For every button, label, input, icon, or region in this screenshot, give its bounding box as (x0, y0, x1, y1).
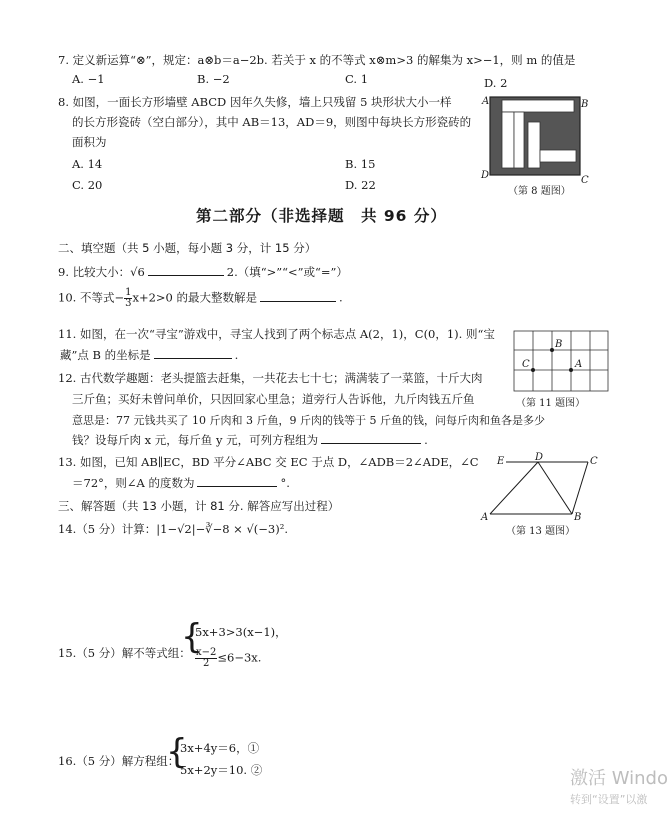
section-solve-heading: 三、解答题（共 13 小题，计 81 分. 解答应写出过程） (58, 499, 340, 513)
q11-line-2 (60, 347, 238, 363)
q8-option-c: C. 20 (72, 178, 103, 192)
q12-line-2: 三斤鱼；买好未曾问单价，只因回家心里急；道旁行人告诉他，九斤肉钱五斤鱼 (72, 392, 475, 406)
q13-answer-blank[interactable] (197, 475, 277, 487)
part2-title: 第二部分（非选择题 共 96 分） (196, 207, 447, 225)
q9-line (58, 264, 348, 280)
q8-label-a: A (482, 96, 490, 107)
q7-stem: 7. 定义新运算“⊗”，规定：a⊗b＝a−2b. 若关于 x 的不等式 x⊗m>3 的解集为 x>−1，则 m 的值是 (58, 53, 576, 67)
activation-watermark-title: 激活 Windo (570, 768, 668, 789)
q8-label-d: D (481, 170, 490, 181)
q8-label-c: C (581, 175, 589, 184)
q10-frac-den: 3 (125, 298, 132, 309)
activation-watermark-subtitle: 转到“设置”以激 (570, 793, 648, 806)
q13-label-a: A (481, 512, 489, 522)
q11-grid-figure (513, 330, 609, 392)
q13-line-2 (72, 475, 290, 491)
q11-line-2-end: . (234, 348, 239, 362)
q13-line-1: 13. 如图，已知 AB∥EC，BD 平分∠ABC 交 EC 于点 D，∠ADB＝2∠ADE，∠C (58, 455, 479, 469)
q11-line-1: 11. 如图，在一次“寻宝”游戏中，寻宝人找到了两个标志点 A(2，1)，C(0，1). 则“宝 (58, 327, 495, 341)
q13-label-b: B (574, 512, 582, 522)
q8-label-b: B (581, 99, 589, 110)
q8-option-a: A. 14 (72, 157, 103, 171)
q11-answer-blank[interactable] (154, 347, 232, 359)
q10-mid: x+2>0 的最大整数解是 (132, 290, 258, 305)
q12-line-3: 意思是：77 元钱共买了 10 斤肉和 3 斤鱼，9 斤肉的钱等于 5 斤鱼的钱，问每斤肉和鱼各是多少 (72, 414, 545, 427)
q13-caption: （第 13 题图） (506, 526, 576, 537)
q8-line-2: 的长方形瓷砖（空白部分），其中 AB＝13，AD＝9，则图中每块长方形瓷砖的 (72, 115, 472, 129)
q13-figure (480, 450, 600, 522)
q10-prefix: 10. 不等式− (58, 290, 125, 305)
q11-label-a: A (575, 359, 583, 370)
q13-label-d: D (535, 452, 544, 463)
q10-line (58, 288, 343, 309)
q9-suffix: 2.（填“>”“<”或“=”） (226, 265, 348, 279)
q15-ineq-2-rest: ≤6−3x. (217, 650, 262, 665)
q12-line-4 (72, 432, 428, 448)
q9-prefix: 9. 比较大小：√6 (58, 265, 145, 279)
q8-caption: （第 8 题图） (508, 186, 571, 197)
section-fill-heading: 二、填空题（共 5 小题，每小题 3 分，计 15 分） (58, 241, 317, 255)
q7-option-a: A. −1 (72, 72, 105, 86)
q11-label-c: C (522, 359, 530, 370)
q11-caption: （第 11 题图） (516, 398, 586, 409)
q7-option-c: C. 1 (345, 72, 369, 86)
q12-answer-blank[interactable] (321, 432, 421, 444)
q15-brace: { (181, 617, 203, 657)
q11-line-2-text: 藏”点 B 的坐标是 (60, 348, 151, 362)
q15-frac-num: x−2 (196, 647, 217, 658)
q13-label-c: C (590, 456, 598, 467)
q12-line-4-text: 钱？设每斤肉 x 元，每斤鱼 y 元，可列方程组为 (72, 433, 319, 447)
q8-option-b: B. 15 (345, 157, 376, 171)
q12-line-1: 12. 古代数学趣题：老头提篮去赶集，一共花去七十七；满满装了一菜篮，十斤大肉 (58, 371, 483, 385)
q15-label: 15.（5 分）解不等式组： (58, 646, 191, 660)
q7-option-b: B. −2 (197, 72, 230, 86)
q13-line-2-text: ＝72°，则∠A 的度数为 (72, 476, 195, 490)
q16-eq-1: 3x+4y＝6，① (180, 741, 260, 755)
q10-frac-num: 1 (125, 287, 132, 298)
q8-line-1: 8. 如图，一面长方形墙壁 ABCD 因年久失修，墙上只残留 5 块形状大小一样 (58, 95, 452, 109)
q15-fraction (195, 648, 217, 669)
q16-brace: { (166, 732, 188, 772)
q13-line-2-end: °. (280, 476, 290, 490)
q16-eq-2: 5x+2y＝10. ② (180, 763, 263, 777)
q8-line-3: 面积为 (72, 135, 107, 149)
q8-option-d: D. 22 (345, 178, 376, 192)
q16-label: 16.（5 分）解方程组： (58, 754, 180, 768)
q11-label-b: B (555, 339, 563, 350)
q8-figure (480, 92, 590, 184)
q9-answer-blank[interactable] (148, 264, 224, 276)
q7-option-d: D. 2 (484, 76, 508, 90)
q15-ineq-1: 5x+3>3(x−1)， (195, 625, 287, 639)
q15-frac-den: 2 (203, 658, 210, 669)
q13-label-e: E (497, 456, 505, 467)
q14-text: 14.（5 分）计算：|1−√2|−∛−8 × √(−3)². (58, 522, 288, 536)
q12-end: . (424, 433, 428, 447)
q10-answer-blank[interactable] (260, 290, 336, 302)
q10-suffix: . (339, 290, 343, 305)
q15-ineq-2 (195, 648, 261, 669)
